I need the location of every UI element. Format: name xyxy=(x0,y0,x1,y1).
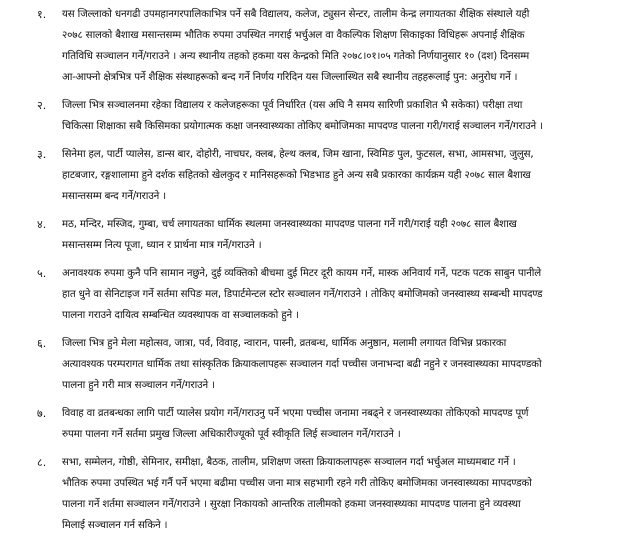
item-text-line: आ-आफ्नो क्षेत्रभित्र पर्ने शैक्षिक संस्थाहरूको बन्द गर्ने निर्णय गरिदिन यस जिल्लास्थित सबै स्थानीय तहहरूलाई पुन: अनुरोध गर्ने । xyxy=(62,72,518,83)
list-item-5 xyxy=(37,263,610,326)
item-text-line: गतिविधि सञ्चालन गर्ने/गराउने । अन्य स्थानीय तहको हकमा यस केन्द्रको मिति २०७८।०१।०५ गतेको निर्णयानुसार १० (दश) दिनसम्म xyxy=(62,51,530,62)
item-text-line: मठ, मन्दिर, मस्जिद, गुम्बा, चर्च लगायतका धार्मिक स्थलमा जनस्वास्थ्यका मापदण्ड पालना गर्ने गरी/गराई यही २०७८ साल बैशाख xyxy=(62,219,517,230)
list-item-4 xyxy=(37,214,610,256)
list-item-8 xyxy=(37,452,610,536)
item-text-line: भौतिक रुपमा उपस्थित भई गर्नै पर्ने भएमा बढीमा पच्चीस जना मात्र सहभागी रहने गरी तोकिए बमोजिमका जनस्वास्थ्यका मापदण्डको xyxy=(62,478,532,489)
item-text-line: पालना गराउने दायित्व सम्बन्धित व्यवस्थापक वा सञ्चालकको हुने । xyxy=(62,310,299,321)
item-text-line: चिकित्सा शिक्षाका सबै किसिमका प्रयोगात्मक कक्षा जनस्वास्थ्यका तोकिए बमोजिमका मापदण्ड पालना गरी/गराई सञ्चालन गर्ने/गराउने । xyxy=(62,121,543,132)
item-text-line: २०७८ सालको बैशाख मसान्तसम्म भौतिक रुपमा उपस्थित नगराई भर्चुअल वा वैकल्पिक शिक्षण सिकाइका विधिहरू अपनाई शैक्षिक xyxy=(62,30,525,41)
item-text-line: मसान्तसम्म नित्य पूजा, ध्यान र प्रार्थना मात्र गर्ने/गराउने । xyxy=(62,240,262,251)
item-text-line: यस जिल्लाको धनगढी उपमहानगरपालिकाभित्र पर्ने सबै विद्यालय, कलेज, ट्युसन सेन्टर, तालीम केन्द्र लगायतका शैक्षिक संस्थाले यही xyxy=(62,9,530,20)
item-text-line: विवाह वा व्रतबन्धका लागि पार्टी प्यालेस प्रयोग गर्ने/गराउनु पर्ने भएमा पच्चीस जनामा नबढ्ने र जनस्वास्थ्यका तोकिएको मापदण्ड पूर्ण xyxy=(62,408,529,419)
item-text-line: सिनेमा हल, पार्टी प्यालेस, डान्स बार, दोहोरी, नाचघर, क्लब, हेल्थ क्लब, जिम खाना, स्विमिङ पुल, फुटसल, सभा, आमसभा, जुलुस, xyxy=(62,149,534,160)
item-text-line: सभा, सम्मेलन, गोष्ठी, सेमिनार, समीक्षा, बैठक, तालीम, प्रशिक्षण जस्ता क्रियाकलापहरू सञ्चालन गर्दा भर्चुअल माध्यमबाट गर्ने । xyxy=(62,457,516,468)
list-item-1 xyxy=(37,4,610,88)
item-text-line: जिल्ला भित्र सञ्चालनमा रहेका विद्यालय र कलेजहरूका पूर्व निर्धारित (यस अघि नै समय सारिणी प्रकाशित भै सकेका) परीक्षा तथा xyxy=(62,100,523,111)
item-text-line: मसान्तसम्म बन्द गर्ने/गराउने । xyxy=(62,191,166,202)
item-text-line: हात धुने वा सेनिटाइज गर्ने सर्तमा सपिङ मल, डिपार्टमेन्टल स्टोर सञ्चालन गर्ने/गराउने । तोकिए बमोजिमको जनस्वास्थ्य सम्बन्धी मापदण्ड xyxy=(62,289,543,300)
item-text-line: अनावश्यक रुपमा कुनै पनि सामान नछुने, दुई व्यक्तिको बीचमा दुई मिटर दूरी कायम गर्ने, मास्क अनिवार्य गर्ने, पटक पटक साबुन पानीले xyxy=(62,268,542,279)
item-number: २. xyxy=(37,99,47,112)
item-text-line: अत्यावश्यक परम्परागत धार्मिक तथा सांस्कृतिक क्रियाकलापहरू सञ्चालन गर्दा पच्चीस जनाभन्दा बढी नहुने र जनस्वास्थ्यका मापदण्डको xyxy=(62,359,542,370)
item-number: ५. xyxy=(37,267,47,280)
item-number: ८. xyxy=(37,456,47,469)
list-item-6 xyxy=(37,333,610,396)
item-text-line: पालना गर्ने शर्तमा सञ्चालन गर्ने/गराउने । सुरक्षा निकायको आन्तरिक तालीमको हकमा जनस्वास्थ्यका मापदण्ड पालना हुने व्यवस्था xyxy=(62,499,521,510)
item-number: ७. xyxy=(37,407,47,420)
item-text-line: पालना हुने गरी मात्र सञ्चालन गर्ने/गराउने । xyxy=(62,380,215,391)
item-number: ४. xyxy=(37,218,47,231)
item-text-line: हाटबजार, रङ्गशालामा हुने दर्शक सहितको खेलकुद र मानिसहरूको भिडभाड हुने अन्य सबै प्रकारका कार्यक्रम यही २०७८ साल बैशाख xyxy=(62,170,531,181)
item-text-line: रुपमा पालना गर्ने सर्तमा प्रमुख जिल्ला अधिकारीज्यूको पूर्व स्वीकृति लिई सञ्चालन गर्ने/गराउने । xyxy=(62,429,401,440)
list-item-2 xyxy=(37,95,610,137)
item-text-line: मिलाई सञ्चालन गर्न सकिने । xyxy=(62,520,168,531)
list-item-7 xyxy=(37,403,610,445)
list-item-3 xyxy=(37,144,610,207)
item-number: १. xyxy=(37,8,47,21)
item-number: ६. xyxy=(37,337,47,350)
item-number: ३. xyxy=(37,148,47,161)
item-text-line: जिल्ला भित्र हुने मेला महोत्सव, जात्रा, पर्व, विवाह, न्वारान, पास्नी, व्रतबन्ध, धार्मिक अनुष्ठान, मलामी लगायत विभिन्न प्रकारका xyxy=(62,338,507,349)
